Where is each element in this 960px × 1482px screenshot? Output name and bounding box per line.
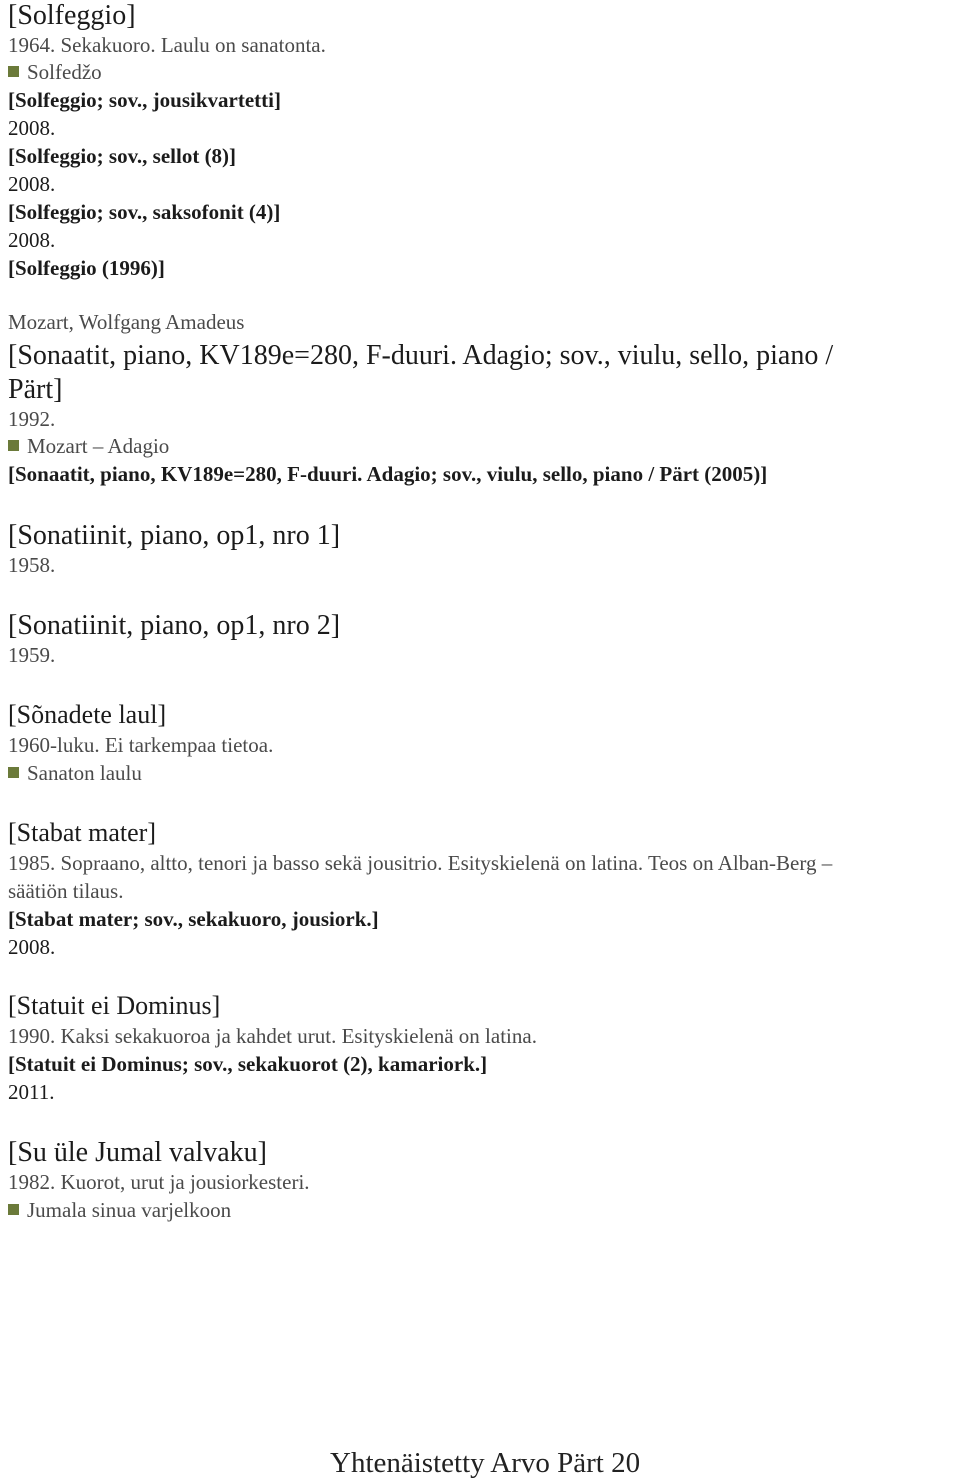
arrangement-title: [Solfeggio; sov., jousikvartetti] [8, 88, 281, 112]
work-note: 1982. Kuorot, urut ja jousiorkesteri. [8, 1170, 310, 1194]
arrangement-title: [Solfeggio; sov., sellot (8)] [8, 144, 237, 168]
work-title: [Stabat mater] [8, 818, 156, 847]
work-title: [Su üle Jumal valvaku] [8, 1137, 267, 1168]
work-note-cont: säätiön tilaus. [8, 879, 124, 903]
bullet-square-icon [8, 66, 19, 77]
bullet-square-icon [8, 767, 19, 778]
work-title: [Sõnadete laul] [8, 700, 167, 729]
arrangement-title: [Stabat mater; sov., sekakuoro, jousiork.] [8, 907, 379, 931]
work-note: 1964. Sekakuoro. Laulu on sanatonta. [8, 33, 326, 57]
bullet-square-icon [8, 1204, 19, 1215]
work-title: [Solfeggio] [8, 0, 136, 31]
arrangement-title: [Solfeggio; sov., saksofonit (4)] [8, 200, 281, 224]
work-note: 1985. Sopraano, altto, tenori ja basso sekä jousitrio. Esityskielenä on latina. Teos on Alban-Berg – [8, 851, 833, 875]
page-footer: Yhtenäistetty Arvo Pärt 20 [330, 1447, 641, 1479]
bullet-square-icon [8, 440, 19, 451]
work-note: 1990. Kaksi sekakuoroa ja kahdet urut. Esityskielenä on latina. [8, 1024, 537, 1048]
work-title: [Statuit ei Dominus] [8, 991, 221, 1020]
arrangement-year: 2008. [8, 116, 56, 140]
alt-title: Jumala sinua varjelkoon [8, 1200, 231, 1221]
work-title-cont: Pärt] [8, 374, 63, 405]
arrangement-title: [Solfeggio (1996)] [8, 256, 165, 280]
alt-title: Mozart – Adagio [8, 436, 169, 457]
work-note: 1958. [8, 553, 56, 577]
arrangement-year: 2011. [8, 1080, 55, 1104]
work-title: [Sonatiinit, piano, op1, nro 1] [8, 520, 341, 551]
work-note: 1959. [8, 643, 56, 667]
work-title: [Sonaatit, piano, KV189e=280, F-duuri. Adagio; sov., viulu, sello, piano / [8, 340, 834, 371]
arrangement-title: [Sonaatit, piano, KV189e=280, F-duuri. Adagio; sov., viulu, sello, piano / Pärt (2005)] [8, 462, 768, 486]
work-note: 1992. [8, 407, 56, 431]
alt-title: Sanaton laulu [8, 763, 142, 784]
arrangement-year: 2008. [8, 228, 56, 252]
work-title: [Sonatiinit, piano, op1, nro 2] [8, 610, 341, 641]
work-note: 1960-luku. Ei tarkempaa tietoa. [8, 733, 274, 757]
composer-name: Mozart, Wolfgang Amadeus [8, 310, 245, 334]
arrangement-title: [Statuit ei Dominus; sov., sekakuorot (2), kamariork.] [8, 1052, 488, 1076]
alt-title: Solfedžo [8, 62, 102, 83]
arrangement-year: 2008. [8, 172, 56, 196]
arrangement-year: 2008. [8, 935, 56, 959]
